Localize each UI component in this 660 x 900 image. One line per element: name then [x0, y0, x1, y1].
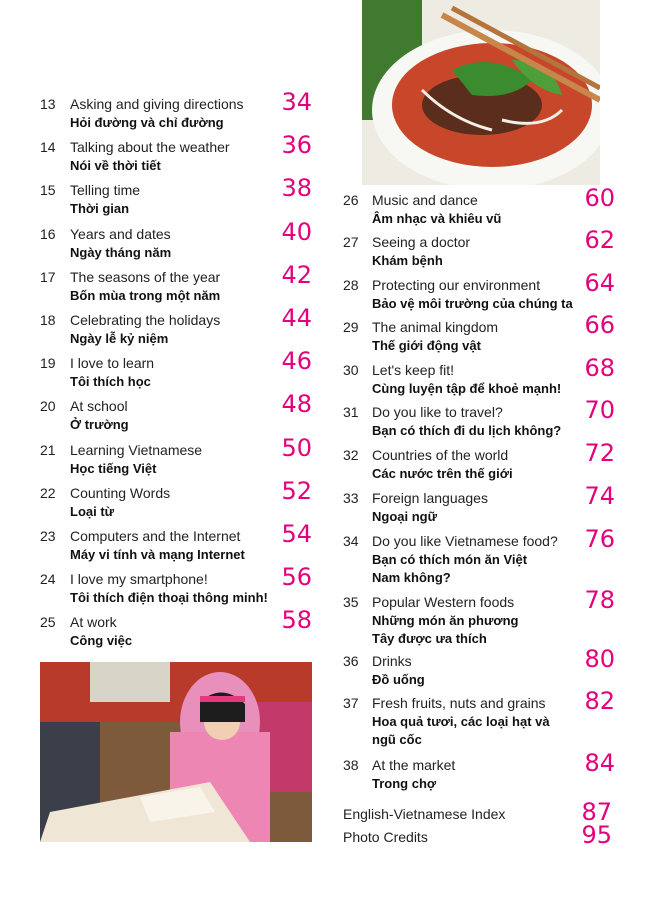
chapter-title-vietnamese: Khám bệnh [372, 253, 443, 268]
toc-entry[interactable] [40, 520, 312, 568]
chapter-title-vietnamese: Ngày tháng năm [70, 244, 172, 260]
toc-entry[interactable] [343, 311, 615, 359]
chapter-title-vietnamese: Bảo vệ môi trường của chúng ta [372, 296, 573, 311]
chapter-number: 33 [343, 490, 359, 506]
toc-entry[interactable] [343, 396, 615, 444]
page-number: 72 [584, 439, 615, 467]
chapter-number: 27 [343, 234, 359, 250]
chapter-number: 26 [343, 192, 359, 208]
chapter-title-vietnamese: Bạn có thích đi du lịch không? [372, 423, 562, 438]
toc-entry[interactable] [343, 749, 615, 797]
page-number: 46 [281, 347, 312, 376]
page-number: 60 [584, 184, 615, 212]
calligraphy-class-photo [40, 662, 312, 842]
toc-entry[interactable] [40, 131, 312, 179]
chapter-number: 30 [343, 362, 359, 378]
chapter-title-vietnamese: Hỏi đường và chỉ đường [70, 115, 224, 130]
chapter-number: 35 [343, 594, 359, 610]
page-number: 78 [584, 586, 615, 614]
chapter-title-vietnamese: Công việc [70, 633, 133, 649]
page-number: 54 [281, 520, 312, 548]
chapter-number: 14 [40, 139, 56, 156]
page-number: 44 [281, 304, 312, 332]
chapter-title-vietnamese: Âm nhạc và khiêu vũ [372, 211, 502, 226]
chapter-title-vietnamese: Tôi thích học [70, 374, 151, 390]
page-number: 62 [584, 226, 615, 254]
chapter-title-english: Learning Vietnamese [70, 441, 203, 458]
chapter-title-vietnamese: Bạn có thích món ăn Việt [372, 552, 528, 567]
chapter-title-english: Do you like to travel? [372, 404, 503, 420]
chapter-number: 22 [40, 484, 56, 501]
chapter-number: 31 [343, 404, 359, 420]
chapter-title-english: At work [70, 614, 117, 631]
chapter-number: 15 [40, 182, 56, 199]
toc-entry[interactable] [40, 390, 312, 438]
chapter-title-english: Asking and giving directions [70, 96, 244, 112]
page-number: 56 [281, 563, 312, 592]
chapter-number: 17 [40, 268, 56, 285]
chapter-title-vietnamese: Trong chợ [372, 776, 437, 791]
chapter-title-english: Celebrating the holidays [70, 312, 221, 328]
toc-entry[interactable] [40, 260, 312, 309]
pho-soup-photo [362, 0, 600, 185]
chapter-title-english: The animal kingdom [372, 319, 499, 335]
page-number: 58 [281, 606, 312, 635]
page-number: 80 [584, 645, 615, 673]
chapter-title-english: Years and dates [70, 225, 171, 242]
chapter-title-vietnamese: Đồ uống [372, 672, 425, 687]
chapter-title-vietnamese: Máy vi tính và mạng Internet [70, 547, 245, 562]
page-number: 84 [584, 749, 615, 777]
chapter-title-english: Drinks [372, 653, 412, 669]
chapter-number: 24 [40, 571, 56, 588]
chapter-title-vietnamese: Những món ăn phương [372, 613, 519, 628]
toc-entry[interactable] [40, 88, 312, 136]
chapter-number: 19 [40, 355, 56, 372]
chapter-number: 23 [40, 528, 56, 544]
page-number: 74 [584, 482, 615, 510]
chapter-title-english: Talking about the weather [70, 139, 230, 156]
page-number: 66 [584, 311, 615, 339]
chapter-title-english: The seasons of the year [70, 268, 221, 285]
chapter-number: 32 [343, 447, 359, 463]
chapter-title-vietnamese: Ngoại ngữ [372, 509, 438, 524]
page-number: 50 [281, 433, 312, 462]
chapter-number: 28 [343, 277, 359, 293]
toc-entry[interactable] [343, 687, 615, 747]
page-number: 87 [581, 798, 612, 826]
chapter-title-vietnamese: Ngày lễ kỷ niệm [70, 331, 169, 346]
toc-entry[interactable] [343, 586, 615, 646]
chapter-title-vietnamese: Nói về thời tiết [70, 158, 161, 174]
toc-entry[interactable] [343, 439, 615, 487]
chapter-title-english: Counting Words [70, 484, 171, 501]
toc-entry[interactable] [40, 347, 312, 395]
chapter-title-vietnamese-continued: Tây được ưa thích [372, 631, 487, 646]
toc-entry[interactable] [40, 606, 312, 654]
chapter-title-english: I love my smartphone! [70, 571, 208, 588]
chapter-number: 21 [40, 441, 56, 458]
chapter-title-english: At the market [372, 757, 456, 773]
toc-entry[interactable] [40, 304, 312, 352]
chapter-number: 29 [343, 319, 359, 335]
toc-entry[interactable] [343, 525, 615, 585]
chapter-title-english: At school [70, 398, 128, 415]
chapter-title-vietnamese: Hoa quả tươi, các loại hạt và [372, 714, 550, 729]
chapter-title-vietnamese: Tôi thích điện thoại thông minh! [70, 590, 268, 606]
toc-entry[interactable] [343, 226, 615, 274]
page-number: 40 [281, 217, 312, 246]
chapter-title-english: Telling time [70, 182, 141, 199]
chapter-title-english: Foreign languages [372, 490, 488, 506]
chapter-title-vietnamese: Các nước trên thế giới [372, 466, 513, 481]
chapter-title-vietnamese: Cùng luyện tập để khoẻ mạnh! [372, 381, 562, 396]
page-number: 36 [281, 131, 312, 160]
toc-entry[interactable] [40, 433, 312, 482]
chapter-number: 16 [40, 225, 56, 242]
chapter-number: 38 [343, 757, 359, 773]
page-number: 34 [281, 88, 312, 116]
chapter-number: 36 [343, 653, 359, 669]
page-number: 64 [584, 269, 615, 297]
toc-entry[interactable] [40, 476, 312, 525]
chapter-number: 13 [40, 96, 56, 112]
page-number: 42 [281, 260, 312, 289]
page-number: 68 [584, 354, 615, 382]
toc-entry[interactable] [343, 482, 615, 530]
chapter-title-english: Popular Western foods [372, 594, 515, 610]
chapter-title-vietnamese: Thế giới động vật [372, 338, 481, 353]
page-number: 76 [584, 525, 615, 553]
chapter-title-vietnamese: Ở trường [70, 417, 129, 433]
back-matter-label[interactable]: Photo Credits [343, 829, 428, 845]
chapter-number: 25 [40, 614, 56, 631]
chapter-title-english: Seeing a doctor [372, 234, 471, 250]
page-number: 52 [281, 476, 312, 505]
page-number: 48 [281, 390, 312, 419]
toc-entry[interactable] [40, 563, 312, 611]
back-matter-label[interactable]: English-Vietnamese Index [343, 806, 506, 822]
chapter-title-english: Protecting our environment [372, 277, 541, 293]
chapter-title-english: Music and dance [372, 192, 478, 208]
page-number: 70 [584, 396, 615, 424]
page-number: 82 [584, 687, 615, 715]
chapter-title-english: Fresh fruits, nuts and grains [372, 695, 546, 711]
chapter-title-english: Computers and the Internet [70, 528, 241, 544]
chapter-title-english: Let's keep fit! [372, 362, 455, 378]
chapter-title-vietnamese: Học tiếng Việt [70, 460, 157, 476]
toc-entry[interactable] [40, 217, 312, 266]
chapter-title-english: I love to learn [70, 355, 155, 372]
chapter-title-vietnamese: Bốn mùa trong một năm [70, 287, 221, 303]
chapter-title-vietnamese: Loại từ [70, 503, 115, 519]
chapter-number: 18 [40, 312, 56, 328]
page-number: 38 [281, 174, 312, 203]
page-number: 95 [581, 821, 612, 849]
chapter-number: 34 [343, 533, 359, 549]
chapter-title-english: Countries of the world [372, 447, 509, 463]
chapter-title-vietnamese-continued: ngũ cốc [372, 732, 422, 747]
toc-entry[interactable] [40, 174, 312, 222]
chapter-title-vietnamese: Thời gian [70, 201, 130, 217]
chapter-number: 37 [343, 695, 359, 711]
chapter-title-english: Do you like Vietnamese food? [372, 533, 558, 549]
chapter-number: 20 [40, 398, 56, 415]
chapter-title-vietnamese-continued: Nam không? [372, 570, 451, 585]
